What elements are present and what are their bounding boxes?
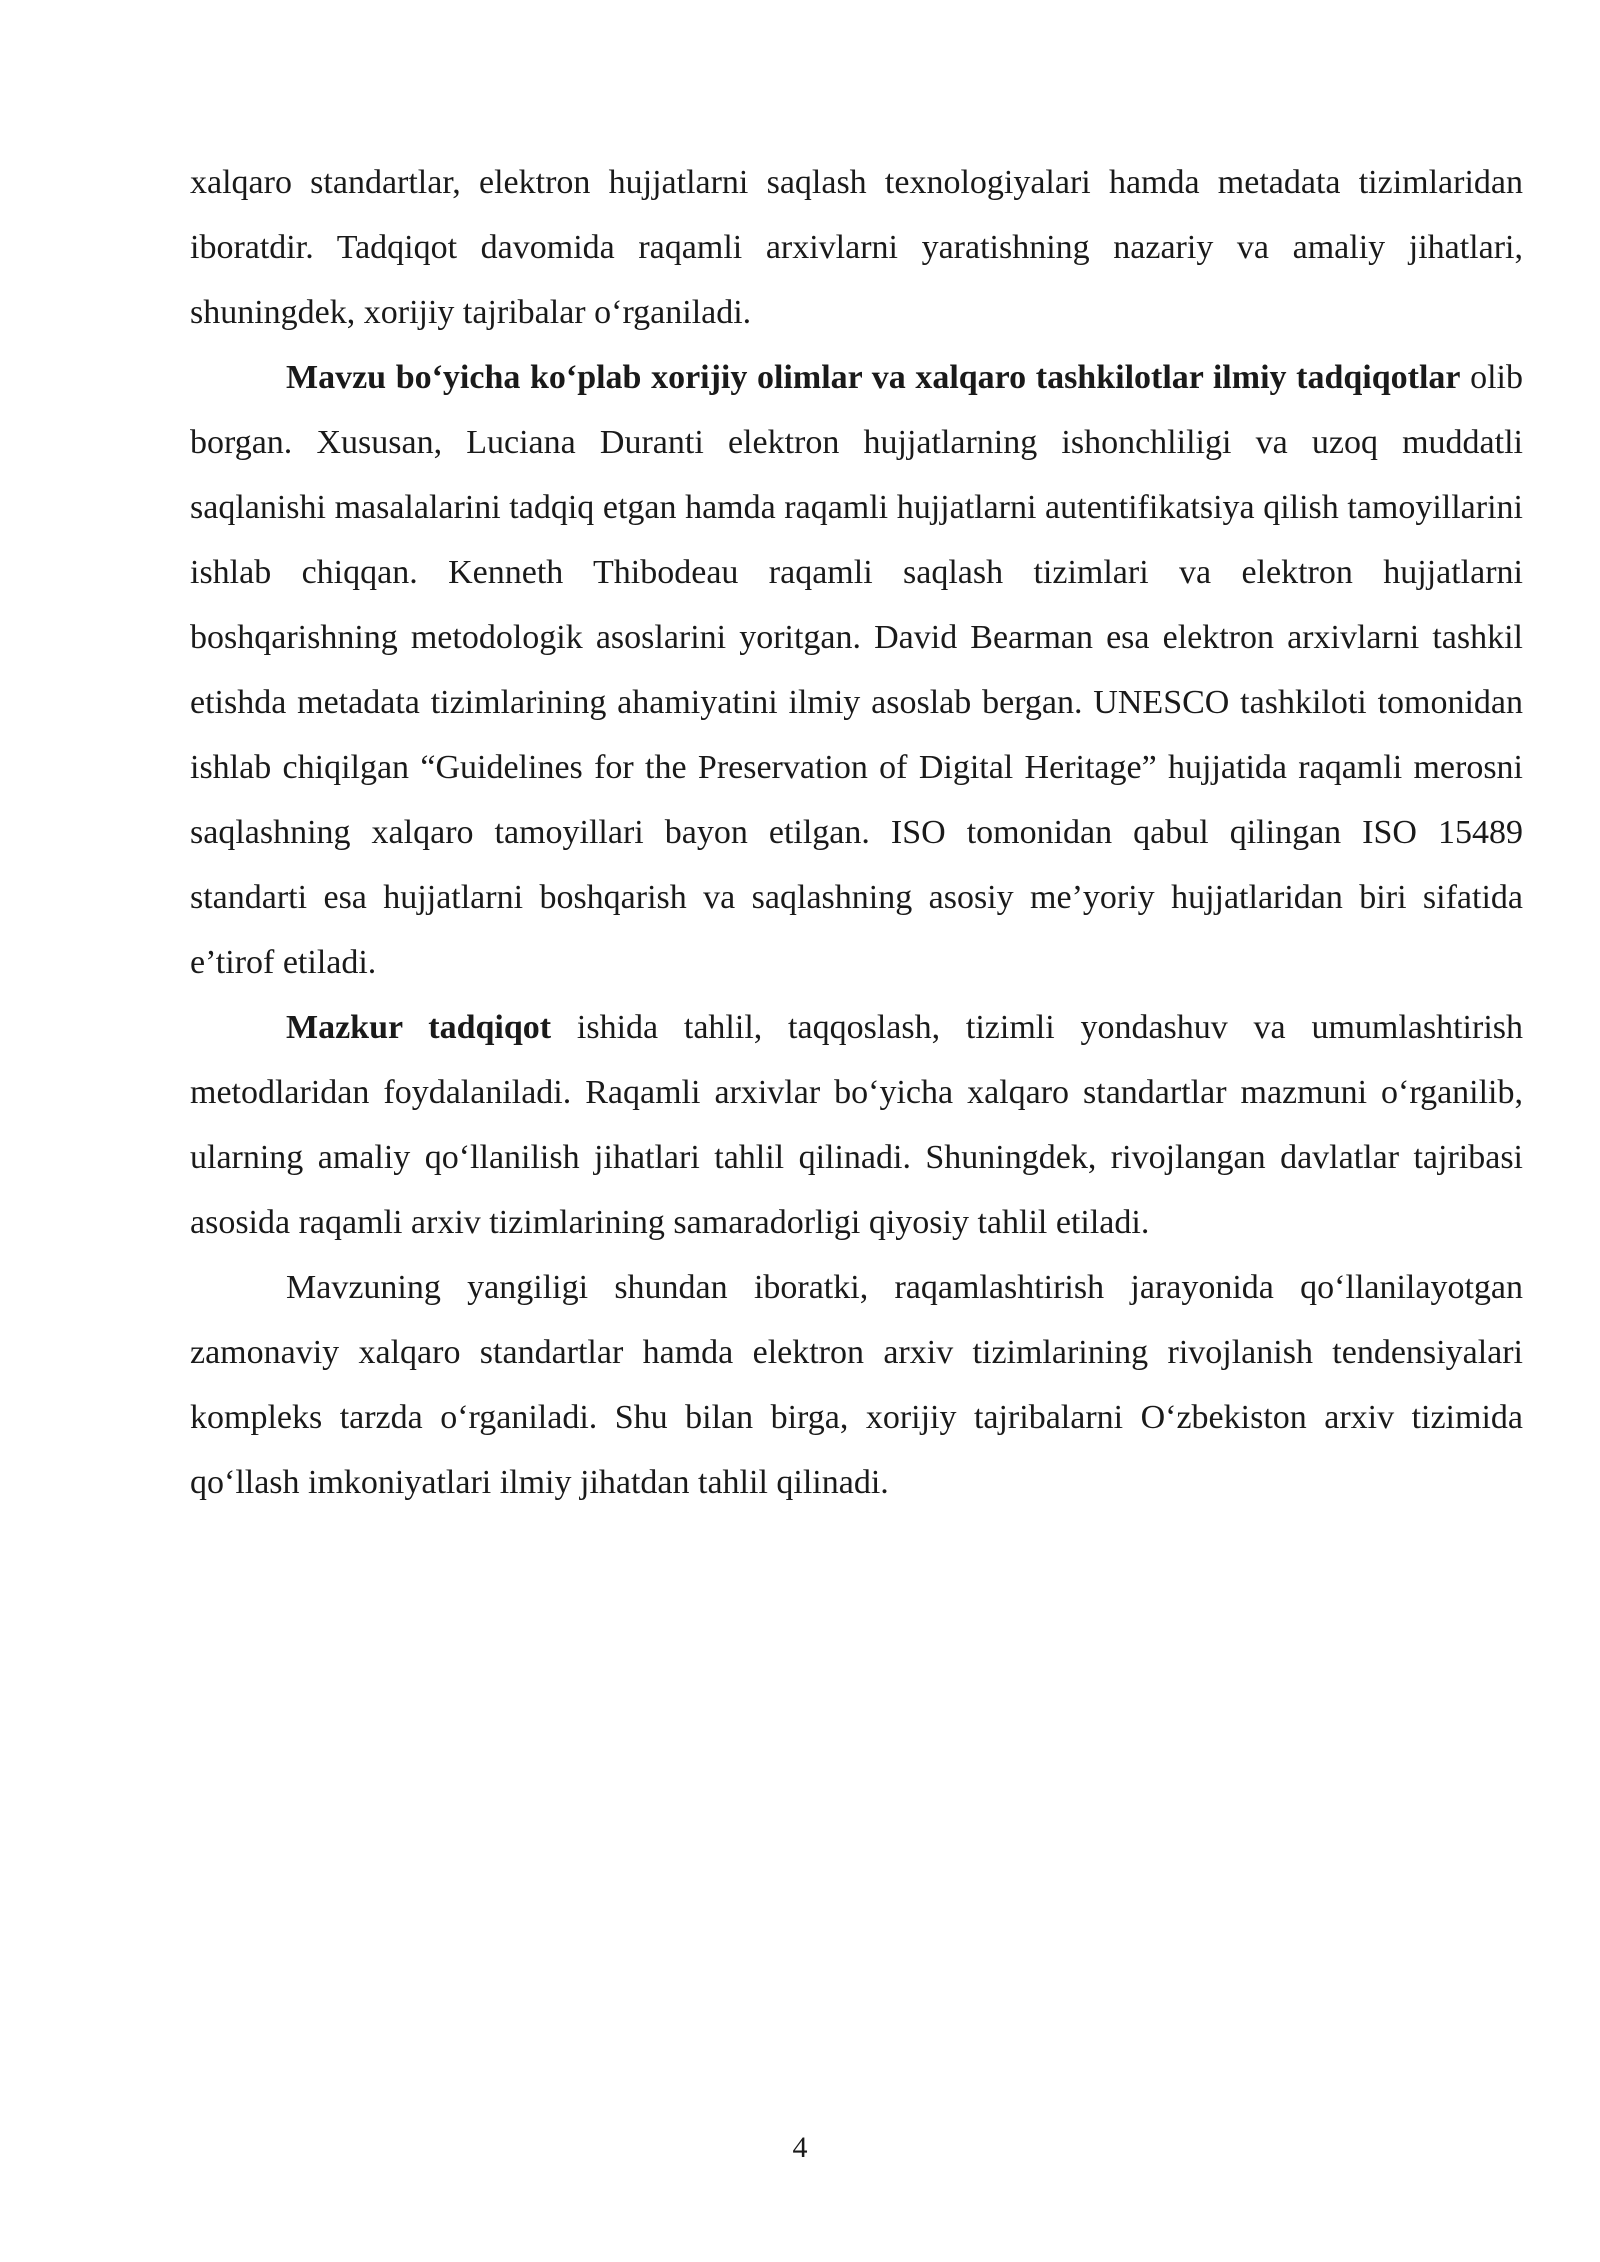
paragraph-2-bold-lead: Mavzu bo‘yicha ko‘plab xorijiy olimlar va xalqaro tashkilotlar ilmiy tadqiqotlar (286, 359, 1461, 396)
body-text (190, 150, 1523, 1515)
paragraph-3-text: ishida tahlil, taqqoslash, tizimli yondashuv va umumlashtirish metodlaridan foydalaniladi. Raqamli arxivlar bo‘yicha xalqaro standartlar mazmuni o‘rganilib, ularning amaliy qo‘llanilish jihatlari tahlil qilinadi. Shuningdek, rivojlangan davlatlar tajribasi asosida raqamli arxiv tizimlarining samaradorligi qiyosiy tahlil etiladi. (190, 1009, 1523, 1241)
paragraph-3 (190, 995, 1523, 1255)
paragraph-1-text: xalqaro standartlar, elektron hujjatlarni saqlash texnologiyalari hamda metadata tizimlaridan iboratdir. Tadqiqot davomida raqamli arxivlarni yaratishning nazariy va amaliy jihatlari, shuningdek, xorijiy tajribalar o‘rganiladi. (190, 164, 1523, 331)
paragraph-4 (190, 1255, 1523, 1515)
page-number: 4 (792, 2131, 808, 2164)
paragraph-1 (190, 150, 1523, 345)
paragraph-2-text: olib borgan. Xususan, Luciana Duranti elektron hujjatlarning ishonchliligi va uzoq muddatli saqlanishi masalalarini tadqiq etgan hamda raqamli hujjatlarni autentifikatsiya qilish tamoyillarini ishlab chiqqan. Kenneth Thibodeau raqamli saqlash tizimlari va elektron hujjatlarni boshqarishning metodologik asoslarini yoritgan. David Bearman esa elektron arxivlarni tashkil etishda metadata tizimlarining ahamiyatini ilmiy asoslab bergan. UNESCO tashkiloti tomonidan ishlab chiqilgan “Guidelines for the Preservation of Digital Heritage” hujjatida raqamli merosni saqlashning xalqaro tamoyillari bayon etilgan. ISO tomonidan qabul qilingan ISO 15489 standarti esa hujjatlarni boshqarish va saqlashning asosiy me’yoriy hujjatlaridan biri sifatida e’tirof etiladi. (190, 359, 1523, 981)
paragraph-2 (190, 345, 1523, 995)
paragraph-3-bold-lead: Mazkur tadqiqot (286, 1009, 552, 1046)
paragraph-4-text: Mavzuning yangiligi shundan iboratki, raqamlashtirish jarayonida qo‘llanilayotgan zamonaviy xalqaro standartlar hamda elektron arxiv tizimlarining rivojlanish tendensiyalari kompleks tarzda o‘rganiladi. Shu bilan birga, xorijiy tajribalarni O‘zbekiston arxiv tizimida qo‘llash imkoniyatlari ilmiy jihatdan tahlil qilinadi. (190, 1269, 1523, 1501)
